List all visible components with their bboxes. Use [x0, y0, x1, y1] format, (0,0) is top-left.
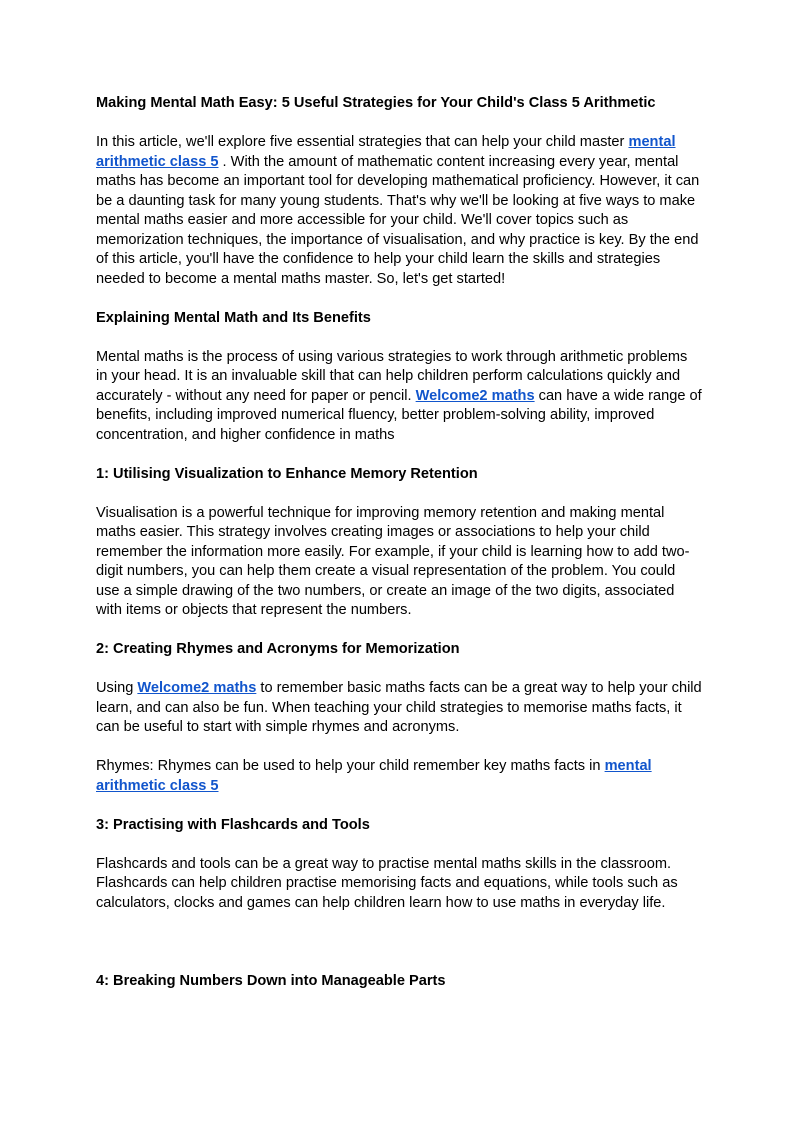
document-body — [96, 94, 702, 1011]
explain-text-before: Mental maths is the process of using various strategies to work through arithmetic problems in your head. It is an invaluable skill that can help children perform calculations quickly and accurately - without any need for paper or pencil. — [96, 348, 688, 404]
section2-paragraph-1 — [96, 679, 702, 738]
intro-text-before: In this article, we'll explore five essential strategies that can help your child master — [96, 134, 629, 150]
section-heading-3: 3: Practising with Flashcards and Tools — [96, 816, 370, 833]
section-heading-1: 1: Utilising Visualization to Enhance Memory Retention — [96, 465, 478, 482]
explain-text-after: can have a wide range of benefits, including improved numerical fluency, better problem-solving ability, improved concentration, and higher confidence in maths — [96, 387, 702, 443]
document-title: Making Mental Math Easy: 5 Useful Strategies for Your Child's Class 5 Arithmetic — [96, 95, 656, 111]
welcome2-maths-link-2[interactable]: Welcome2 maths — [137, 680, 257, 696]
intro-text-after: . With the amount of mathematic content increasing every year, mental maths has become an important tool for developing mathematical proficiency. However, it can be a daunting task for many young students. That's why we'll be looking at five ways to make mental maths easier and more accessible for your child. We'll cover topics such as memorization techniques, the importance of visualisation, and why practice is key. By the end of this article, you'll have the confidence to help your child learn the skills and strategies needed to become a mental maths master. So, let's get started! — [96, 153, 700, 287]
section-heading-2: 2: Creating Rhymes and Acronyms for Memorization — [96, 641, 460, 657]
section2-paragraph-2 — [96, 757, 702, 796]
mental-arithmetic-link-2[interactable]: mental arithmetic class 5 — [96, 758, 652, 794]
mental-arithmetic-link[interactable]: mental arithmetic class 5 — [96, 134, 676, 170]
section2-p1-after: to remember basic maths facts can be a great way to help your child learn, and can also be fun. When teaching your child strategies to memorise maths facts, it can be useful to start with simple rhymes and acronyms. — [96, 680, 702, 735]
section2-p1-before: Using — [96, 680, 138, 696]
section3-paragraph: Flashcards and tools can be a great way to practise mental maths skills in the classroom. Flashcards can help children practise memorising facts and equations, while tools such as calculators, clocks and games can help children learn how to use maths in everyday life. — [96, 855, 678, 911]
section-heading-4: 4: Breaking Numbers Down into Manageable Parts — [96, 972, 446, 989]
explain-paragraph — [96, 348, 702, 446]
section1-paragraph: Visualisation is a powerful technique for improving memory retention and making mental maths easier. This strategy involves creating images or associations to help your child remember the information more easily. For example, if your child is learning how to add two-digit numbers, you can help them create a visual representation of the problem. You could use a simple drawing of the two numbers, or create an image of the two digits, associated with items or objects that represent the numbers. — [96, 504, 690, 618]
section-heading-explain: Explaining Mental Math and Its Benefits — [96, 309, 371, 326]
section2-p2-before: Rhymes: Rhymes can be used to help your child remember key maths facts in — [96, 758, 605, 774]
blank-spacer — [96, 933, 702, 972]
welcome2-maths-link[interactable]: Welcome2 maths — [415, 387, 535, 404]
intro-paragraph — [96, 133, 702, 289]
